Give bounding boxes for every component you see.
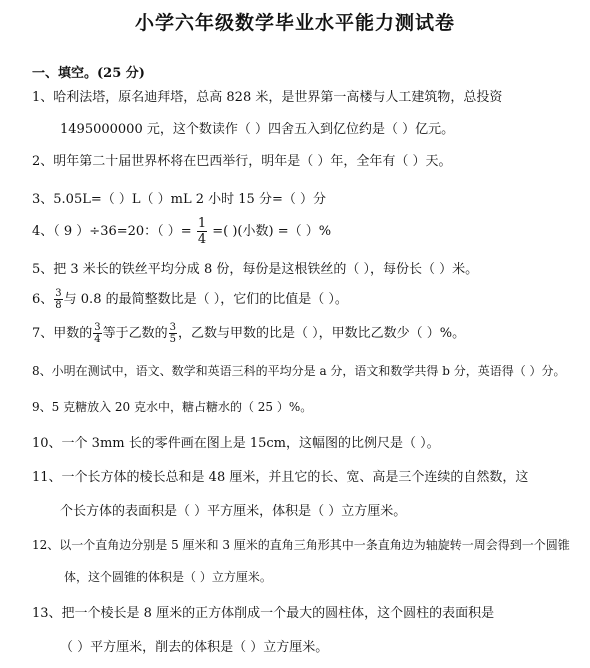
question-10: 10、一个 3mm 长的零件画在图上是 15cm，这幅图的比例尺是（ ）。 <box>32 436 440 451</box>
fraction-numerator: 1 <box>197 216 207 231</box>
fraction-denominator: 8 <box>55 300 62 311</box>
fraction <box>169 322 177 345</box>
question-1-line-2: 1495000000 元，这个数读作（ ）四舍五入到亿位约是（ ）亿元。 <box>60 122 455 137</box>
fraction-numerator: 3 <box>94 322 101 333</box>
question-12-line-2: 体，这个圆锥的体积是（ ）立方厘米。 <box>64 570 272 584</box>
question-3: 3、5.05L=（ ）L（ ）mL 2 小时 15 分=（ ）分 <box>32 192 326 207</box>
question-6 <box>32 288 348 311</box>
question-13-line-2: （ ）平方厘米，削去的体积是（ ）立方厘米。 <box>60 640 329 655</box>
question-8: 8、小明在测试中，语文、数学和英语三科的平均分是 a 分，语文和数学共得 b 分，英语得（ ）分。 <box>32 364 566 378</box>
question-4-part-b: =( )(小数) =（ ）% <box>212 224 332 239</box>
page-title: 小学六年级数学毕业水平能力测试卷 <box>134 12 455 34</box>
question-4 <box>32 216 331 247</box>
fraction <box>54 288 62 311</box>
question-11-line-2: 个长方体的表面积是（ ）平方厘米，体积是（ ）立方厘米。 <box>60 504 407 519</box>
question-7 <box>32 322 465 345</box>
fraction <box>93 322 101 345</box>
question-4-part-a: 4、（ 9 ）÷36=20：（ ）= <box>32 224 192 239</box>
question-13-line-1: 13、把一个棱长是 8 厘米的正方体削成一个最大的圆柱体，这个圆柱的表面积是 <box>32 606 495 621</box>
question-12-line-1: 12、以一个直角边分别是 5 厘米和 3 厘米的直角三角形其中一条直角边为轴旋转一周会得到一个圆锥 <box>32 538 570 552</box>
fraction <box>197 216 207 247</box>
question-5: 5、把 3 米长的铁丝平均分成 8 份，每份是这根铁丝的（ ），每份长（ ）米。 <box>32 262 479 277</box>
fraction-numerator: 3 <box>55 288 62 299</box>
fraction-numerator: 3 <box>169 322 177 333</box>
fraction-denominator: 5 <box>169 334 177 345</box>
question-6-part-a: 6、 <box>32 292 54 307</box>
question-7-part-b: 等于乙数的 <box>102 326 168 341</box>
question-7-part-a: 7、甲数的 <box>32 326 93 341</box>
question-6-part-b: 与 0.8 的最简整数比是（ ），它们的比值是（ ）。 <box>63 292 348 307</box>
fraction-denominator: 4 <box>197 232 207 247</box>
question-7-part-c: ，乙数与甲数的比是（ ），甲数比乙数少（ ）%。 <box>178 326 466 341</box>
fraction-denominator: 4 <box>94 334 101 345</box>
question-2: 2、明年第二十届世界杯将在巴西举行，明年是（ ）年，全年有（ ）天。 <box>32 154 452 169</box>
question-9: 9、5 克糖放入 20 克水中，糖占糖水的（ 25 ）%。 <box>32 400 313 414</box>
question-11-line-1: 11、一个长方体的棱长总和是 48 厘米，并且它的长、宽、高是三个连续的自然数，这 <box>32 470 529 485</box>
question-1-line-1: 1、哈利法塔，原名迪拜塔，总高 828 米，是世界第一高楼与人工建筑物，总投资 <box>32 90 503 105</box>
section-heading: 一、填空。(25 分) <box>32 66 145 81</box>
